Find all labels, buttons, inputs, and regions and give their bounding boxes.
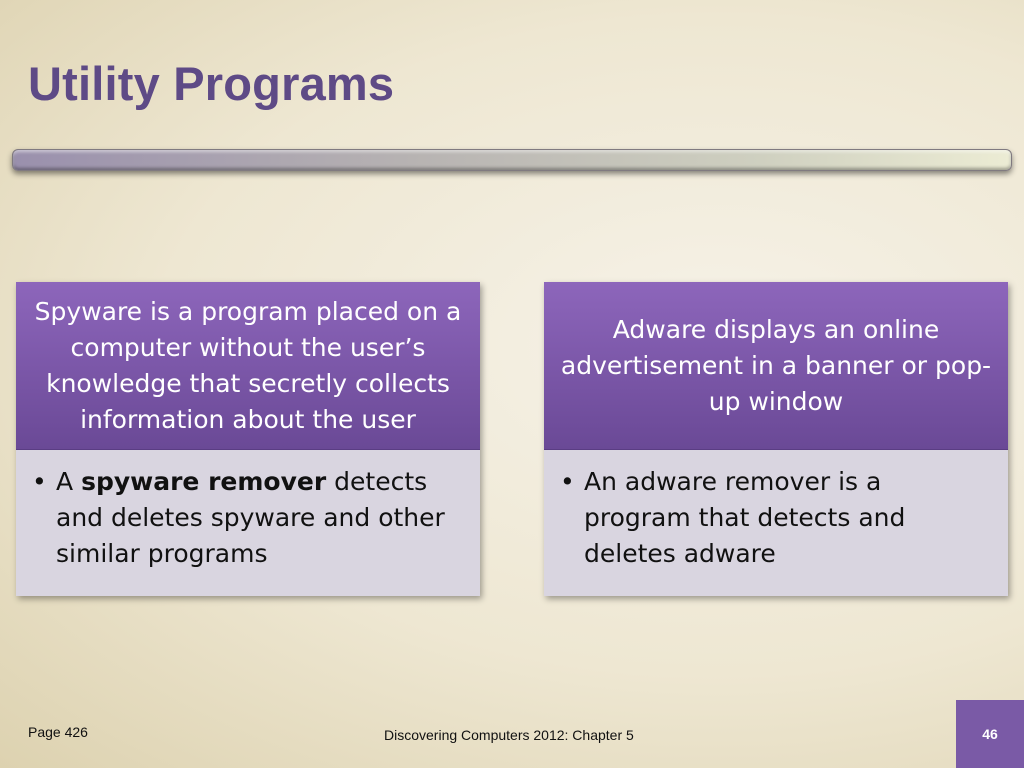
spyware-card-header-text: Spyware is a program placed on a computer without the user’s knowledge that secretly collects information about the user — [34, 296, 462, 434]
adware-card — [544, 282, 1008, 596]
spyware-card-header — [16, 282, 480, 450]
adware-card-header-text: Adware displays an online advertisement in a banner or pop-up window — [560, 314, 992, 416]
slide-number: 46 — [982, 726, 998, 742]
spyware-bullet-suffix: detects and deletes spyware and other similar programs — [56, 467, 445, 568]
spyware-card — [16, 282, 480, 596]
adware-card-bullet: An adware remover is a program that detects and deletes adware — [584, 467, 906, 568]
spyware-card-bullet — [56, 464, 464, 596]
adware-card-header — [544, 282, 1008, 450]
slide-number-badge — [956, 700, 1024, 768]
bullet-icon: • — [32, 467, 47, 496]
footer-page-ref: Page 426 — [28, 724, 88, 740]
adware-card-body — [544, 450, 1008, 596]
spyware-bullet-bold: spyware remover — [81, 467, 327, 496]
bullet-icon: • — [560, 467, 575, 496]
spyware-bullet-prefix: A — [56, 467, 74, 496]
spyware-card-body — [16, 450, 480, 596]
title-divider-bar — [12, 149, 1012, 171]
footer-book-title: Discovering Computers 2012: Chapter 5 — [384, 727, 634, 743]
slide-title: Utility Programs — [28, 57, 395, 110]
